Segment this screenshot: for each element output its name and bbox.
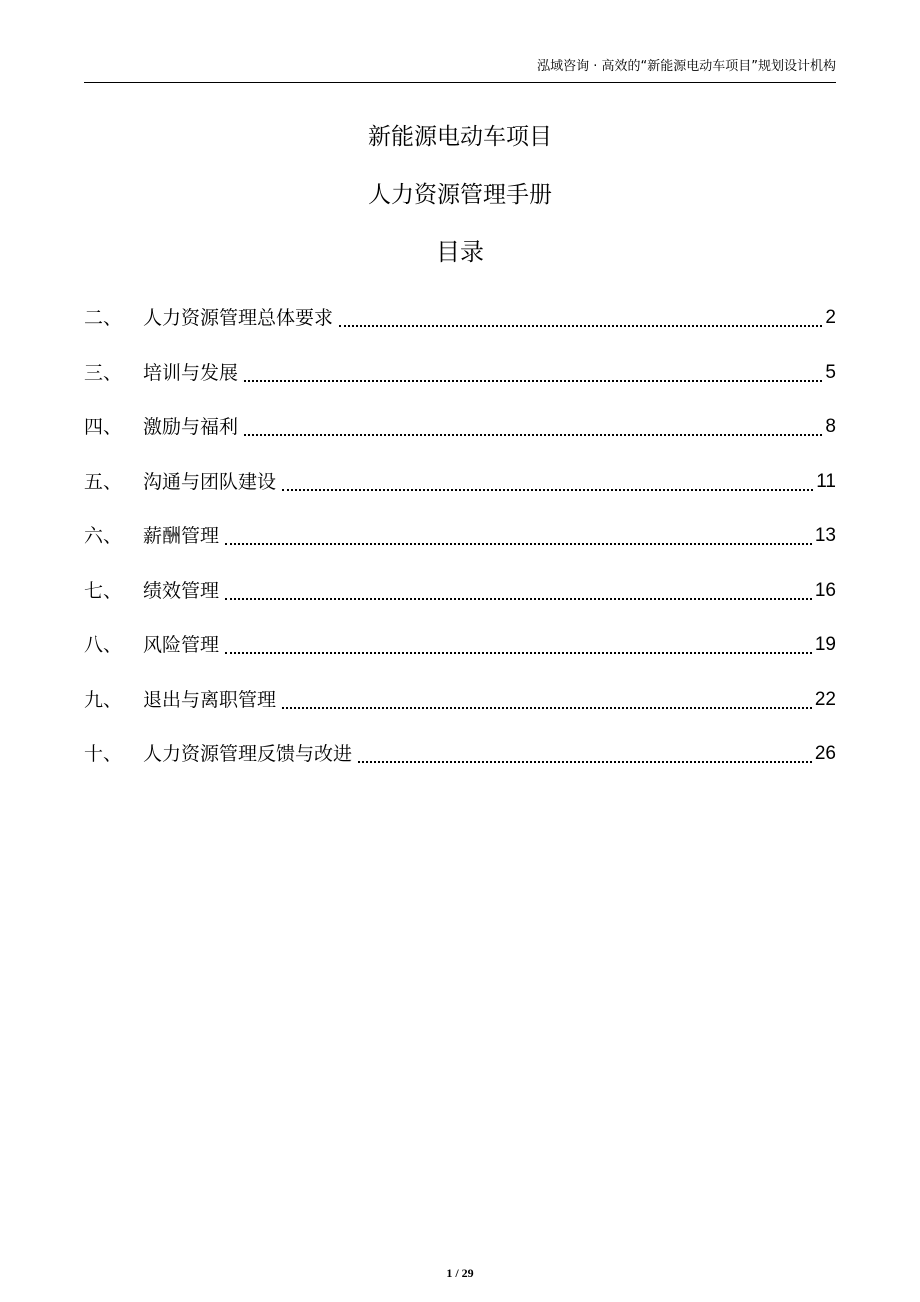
- toc-entry[interactable]: [84, 400, 836, 455]
- toc-entry-title: 绩效管理: [143, 579, 220, 602]
- toc-entry-title: 退出与离职管理: [143, 688, 277, 711]
- toc-entry[interactable]: [84, 673, 836, 728]
- toc-entry-page: 26: [814, 743, 836, 765]
- toc-entry-page: 16: [814, 579, 836, 601]
- toc-entry-title: 风险管理: [143, 634, 220, 657]
- toc-entry-number: 六、: [84, 525, 123, 548]
- toc-dot-leader: [282, 489, 813, 491]
- toc-entry[interactable]: [84, 727, 836, 782]
- page-header-text: 泓域咨询 · 高效的“新能源电动车项目”规划设计机构: [537, 59, 836, 74]
- toc-entry-page: 2: [825, 307, 836, 329]
- toc-dot-leader: [282, 707, 812, 709]
- toc-entry-number: 九、: [84, 688, 123, 711]
- toc-entry-title: 激励与福利: [143, 416, 239, 439]
- document-title: 新能源电动车项目: [368, 124, 552, 150]
- toc-entry-number: 八、: [84, 634, 123, 657]
- header-divider: [84, 82, 836, 83]
- toc-dot-leader: [225, 598, 812, 600]
- toc-entry[interactable]: [84, 291, 836, 346]
- toc-entry-title: 薪酬管理: [143, 525, 220, 548]
- toc-entry-page: 5: [825, 361, 836, 383]
- toc-entry-page: 13: [814, 525, 836, 547]
- toc-entry-title: 人力资源管理反馈与改进: [143, 743, 353, 766]
- toc-dot-leader: [225, 543, 812, 545]
- toc-entry-number: 二、: [84, 307, 123, 330]
- toc-dot-leader: [339, 325, 822, 327]
- toc-dot-leader: [358, 761, 812, 763]
- toc-entry-number: 四、: [84, 416, 123, 439]
- toc-heading: 目录: [436, 238, 484, 266]
- table-of-contents: [84, 291, 836, 782]
- toc-entry-title: 培训与发展: [143, 361, 239, 384]
- toc-entry-page: 19: [814, 634, 836, 656]
- toc-entry-number: 三、: [84, 361, 123, 384]
- document-subtitle: 人力资源管理手册: [368, 182, 552, 208]
- toc-entry-page: 11: [816, 470, 836, 492]
- toc-entry-page: 8: [825, 416, 836, 438]
- toc-entry-number: 十、: [84, 743, 123, 766]
- toc-dot-leader: [244, 434, 822, 436]
- toc-entry-number: 七、: [84, 579, 123, 602]
- toc-entry-page: 22: [814, 688, 836, 710]
- toc-entry[interactable]: [84, 564, 836, 619]
- toc-entry-number: 五、: [84, 470, 123, 493]
- toc-entry[interactable]: [84, 346, 836, 401]
- toc-entry-title: 沟通与团队建设: [143, 470, 277, 493]
- toc-entry[interactable]: [84, 509, 836, 564]
- toc-dot-leader: [225, 652, 812, 654]
- page-number-footer: 1 / 29: [446, 1266, 474, 1280]
- toc-entry[interactable]: [84, 455, 836, 510]
- toc-entry-title: 人力资源管理总体要求: [143, 307, 334, 330]
- toc-entry[interactable]: [84, 618, 836, 673]
- toc-dot-leader: [244, 380, 822, 382]
